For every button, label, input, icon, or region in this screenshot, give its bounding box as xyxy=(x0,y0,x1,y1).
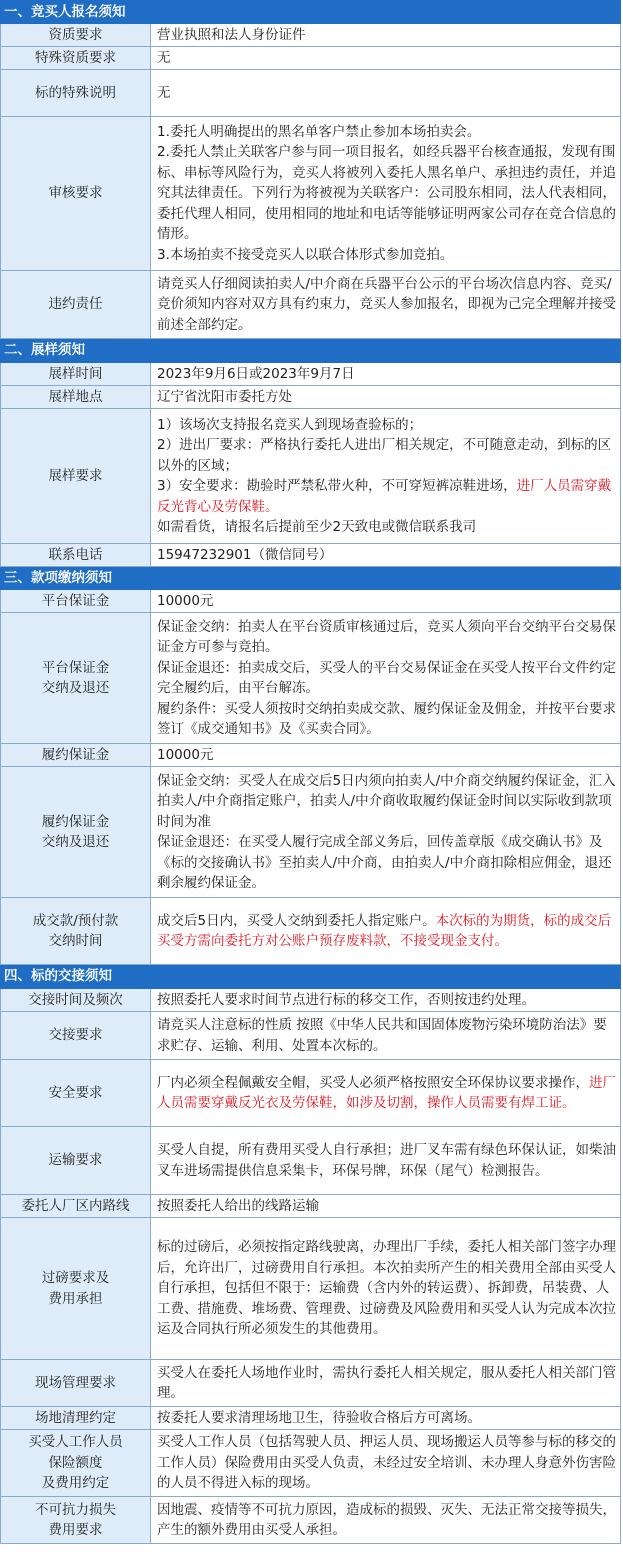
label-platform-deposit-payment-l2: 交纳及退还 xyxy=(41,680,110,696)
label-site-cleanup: 场地清理约定 xyxy=(1,1407,151,1430)
value-site-cleanup: 按委托人要求清理场地卫生，待验收合格后方可离场。 xyxy=(151,1407,621,1430)
label-handover-requirements: 交接要求 xyxy=(1,1012,151,1060)
label-force-majeure-l2: 费用要求 xyxy=(48,1522,103,1538)
exhibition-line-3-text: 3）安全要求：勘验时严禁私带火种，不可穿短裤凉鞋进场， xyxy=(157,478,517,494)
label-special-note: 标的特殊说明 xyxy=(1,70,151,117)
label-performance-deposit: 履约保证金 xyxy=(1,744,151,767)
label-platform-deposit: 平台保证金 xyxy=(1,590,151,613)
value-review xyxy=(151,117,621,271)
performance-deposit-line-2: 保证金退还：在买受人履行完成全部义务后，回传盖章版《成交确认书》及《标的交接确认书》至拍卖人/中介商，由拍卖人/中介商扣除相应佣金，退还剩余履约保证金。 xyxy=(157,834,612,891)
label-breach: 违约责任 xyxy=(1,271,151,339)
label-force-majeure xyxy=(1,1497,151,1544)
label-insurance-l1: 买受人工作人员 xyxy=(28,1434,123,1451)
label-weighing-l1: 过磅要求及 xyxy=(41,1270,110,1286)
value-performance-deposit-payment xyxy=(151,767,621,898)
value-qualification: 营业执照和法人身份证件 xyxy=(151,24,621,47)
label-transaction-payment xyxy=(1,898,151,965)
review-line-1: 1.委托人明确提出的黑名单客户禁止参加本场拍卖会。 xyxy=(157,123,481,140)
value-exhibition-requirements xyxy=(151,409,621,544)
value-transport: 买受人自提，所有费用买受人自行承担；进厂叉车需有绿色环保认证，如柴油叉车进场需提供信息采集卡，环保号牌，环保（尾气）检测报告。 xyxy=(151,1127,621,1195)
review-line-3: 3.本场拍卖不接受竞买人以联合体形式参加竞拍。 xyxy=(157,246,454,263)
label-exhibition-requirements: 展样要求 xyxy=(1,409,151,544)
label-exhibition-time: 展样时间 xyxy=(1,363,151,386)
section-header-handover: 四、标的交接须知 xyxy=(1,965,621,989)
label-transaction-payment-l2: 交纳时间 xyxy=(48,933,103,949)
safety-warning: 进厂人员需要穿戴反光衣及劳保鞋，如涉及切割，操作人员需要有焊工证。 xyxy=(157,1074,616,1111)
exhibition-line-4: 如需看货，请报名后提前至少2天致电或微信联系我司 xyxy=(157,519,477,535)
label-qualification: 资质要求 xyxy=(1,24,151,47)
section-header-registration: 一、竞买人报名须知 xyxy=(1,1,621,24)
value-force-majeure: 因地震、疫情等不可抗力原因，造成标的损毁、灭失、无法正常交接等损失，产生的额外费用由买受人承担。 xyxy=(151,1497,621,1544)
transaction-payment-warning: 本次标的为期货，标的成交后买受方需向委托方对公账户预存废料款，不接受现金支付。 xyxy=(157,912,612,949)
label-transaction-payment-l1: 成交款/预付款 xyxy=(32,912,119,929)
label-insurance-l2: 保险额度 xyxy=(48,1454,103,1471)
value-route: 按照委托人给出的线路运输 xyxy=(151,1195,621,1218)
value-phone: 15947232901（微信同号） xyxy=(151,544,621,567)
exhibition-line-3 xyxy=(157,476,616,517)
label-route: 委托人厂区内路线 xyxy=(1,1195,151,1218)
review-line-2: 2.委托人禁止关联客户参与同一项目报名，如经兵器平台核查通报，发现有围标、串标等风险行为，竞买人将被列入委托人黑名单户、承担违约责任，并追究其法律责任。下列行为将被视为关联客户：公司股东相同，法人代表相同，委托代理人相同，使用相同的地址和电话等能够证明两家公司存在竞合信息的情形。 xyxy=(157,144,616,243)
label-weighing-l2: 费用承担 xyxy=(48,1290,103,1307)
value-transaction-payment xyxy=(151,898,621,965)
label-special-qualification: 特殊资质要求 xyxy=(1,47,151,70)
value-exhibition-place: 辽宁省沈阳市委托方处 xyxy=(151,386,621,409)
value-insurance: 买受人工作人员（包括驾驶人员、押运人员、现场搬运人员等参与标的移交的工作人员）保险费用由买受人负责，未经过安全培训、未办理人身意外伤害险的人员不得进入标的现场。 xyxy=(151,1430,621,1497)
label-phone: 联系电话 xyxy=(1,544,151,567)
value-special-note: 无 xyxy=(151,70,621,117)
exhibition-line-2: 2）进出厂要求：严格执行委托人进出厂相关规定，不可随意走动，到标的区以外的区域； xyxy=(157,437,612,474)
label-performance-deposit-payment-l2: 交纳及退还 xyxy=(41,834,110,850)
transaction-payment-text: 成交后5日内，买受人交纳到委托人指定账户。 xyxy=(157,912,436,929)
label-platform-deposit-payment-l1: 平台保证金 xyxy=(41,659,110,676)
value-safety xyxy=(151,1060,621,1127)
label-weighing xyxy=(1,1218,151,1360)
label-transport: 运输要求 xyxy=(1,1127,151,1195)
label-site-management: 现场管理要求 xyxy=(1,1360,151,1407)
value-handover-time: 按照委托人要求时间节点进行标的移交工作，否则按违约处理。 xyxy=(151,989,621,1012)
value-platform-deposit-payment xyxy=(151,613,621,744)
value-performance-deposit: 10000元 xyxy=(151,744,621,767)
platform-deposit-line-1: 保证金交纳：拍卖人在平台资质审核通过后，竞买人须向平台交纳平台交易保证金方可参与竞拍。 xyxy=(157,618,616,655)
value-special-qualification: 无 xyxy=(151,47,621,70)
value-exhibition-time: 2023年9月6日或2023年9月7日 xyxy=(151,363,621,386)
label-platform-deposit-payment xyxy=(1,613,151,744)
exhibition-line-3-warning: 进厂人员需穿戴反光背心及劳保鞋。 xyxy=(157,478,612,515)
platform-deposit-line-3: 履约条件：买受人须按时交纳拍卖成交款、履约保证金及佣金，并按平台要求签订《成交通知书》及《买卖合同》。 xyxy=(157,700,616,737)
label-performance-deposit-payment xyxy=(1,767,151,898)
label-performance-deposit-payment-l1: 履约保证金 xyxy=(41,813,110,830)
value-breach: 请竞买人仔细阅读拍卖人/中介商在兵器平台公示的平台场次信息内容、竞买/竞价须知内容对双方具有约束力，竞买人参加报名，即视为己完全理解并接受前述全部约定。 xyxy=(151,271,621,339)
label-safety: 安全要求 xyxy=(1,1060,151,1127)
platform-deposit-line-2: 保证金退还：拍卖成交后，买受人的平台交易保证金在买受人按平台文件约定完全履约后，由平台解冻。 xyxy=(157,659,616,696)
label-insurance-l3: 及费用约定 xyxy=(41,1475,110,1492)
label-insurance xyxy=(1,1430,151,1497)
label-exhibition-place: 展样地点 xyxy=(1,386,151,409)
performance-deposit-line-1: 保证金交纳：买受人在成交后5日内须向拍卖人/中介商交纳履约保证金，汇入拍卖人/中介商指定账户，拍卖人/中介商收取履约保证金时间以实际收到款项时间为准 xyxy=(157,772,616,830)
value-platform-deposit: 10000元 xyxy=(151,590,621,613)
safety-text: 厂内必须全程佩戴安全帽，买受人必须严格按照安全环保协议要求操作， xyxy=(157,1074,589,1091)
exhibition-line-1: 1）该场次支持报名竞买人到现场查验标的； xyxy=(157,416,423,433)
value-weighing: 标的过磅后，必须按指定路线驶离，办理出厂手续，委托人相关部门签字办理后，允许出厂，过磅费用自行承担。本次拍卖所产生的相关费用全部由买受人自行承担，包括但不限于：运输费（含内外的转运费）、拆卸费，吊装费、人工费、措施费、堆场费、管理费、过磅费及风险费用和买受人认为完成本次拉运及合同执行所必须发生的其他费用。 xyxy=(151,1218,621,1360)
section-header-exhibition: 二、展样须知 xyxy=(1,339,621,363)
value-site-management: 买受人在委托人场地作业时，需执行委托人相关规定，服从委托人相关部门管理。 xyxy=(151,1360,621,1407)
label-force-majeure-l1: 不可抗力损失 xyxy=(35,1501,116,1518)
label-handover-time: 交接时间及频次 xyxy=(1,989,151,1012)
section-header-payment: 三、款项缴纳须知 xyxy=(1,567,621,590)
label-review: 审核要求 xyxy=(1,117,151,271)
value-handover-requirements: 请竞买人注意标的性质 按照《中华人民共和国固体废物污染环境防治法》要求贮存、运输、利用、处置本次标的。 xyxy=(151,1012,621,1060)
